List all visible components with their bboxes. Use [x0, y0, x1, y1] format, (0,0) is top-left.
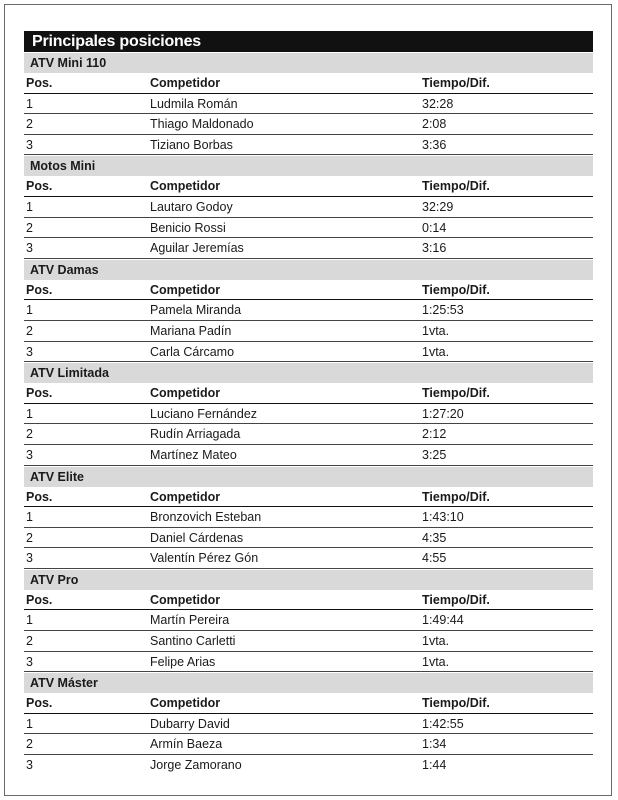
competitor-cell: Pamela Miranda — [150, 303, 242, 318]
column-header-pos: Pos. — [26, 489, 53, 504]
column-header-time: Tiempo/Dif. — [422, 386, 490, 401]
position-cell: 1 — [26, 716, 33, 731]
category-heading: ATV Damas — [24, 260, 593, 280]
position-cell: 2 — [26, 323, 33, 338]
position-cell: 3 — [26, 654, 33, 669]
time-cell: 4:35 — [422, 530, 447, 545]
position-cell: 3 — [26, 137, 33, 152]
time-cell: 1:43:10 — [422, 510, 464, 525]
position-cell: 2 — [26, 117, 33, 132]
time-cell: 32:29 — [422, 199, 454, 214]
column-header-competitor: Competidor — [150, 282, 221, 297]
position-cell: 2 — [26, 427, 33, 442]
category-section — [24, 467, 593, 569]
table-row — [24, 238, 593, 259]
column-header-pos: Pos. — [26, 592, 53, 607]
position-cell: 1 — [26, 303, 33, 318]
time-cell: 4:55 — [422, 551, 447, 566]
category-section — [24, 53, 593, 155]
page-title: Principales posiciones — [24, 31, 593, 52]
table-row — [24, 404, 593, 425]
time-cell: 1:34 — [422, 737, 447, 752]
time-cell: 1:44 — [422, 758, 447, 773]
column-header-competitor: Competidor — [150, 386, 221, 401]
column-header-competitor: Competidor — [150, 76, 221, 90]
column-header-competitor: Competidor — [150, 696, 221, 711]
position-cell: 1 — [26, 96, 33, 111]
position-cell: 3 — [26, 758, 33, 773]
column-header-pos: Pos. — [26, 386, 53, 401]
table-row — [24, 610, 593, 631]
results-table — [24, 31, 593, 776]
column-header-time: Tiempo/Dif. — [422, 592, 490, 607]
competitor-cell: Bronzovich Esteban — [150, 510, 262, 525]
category-section — [24, 156, 593, 258]
position-cell: 3 — [26, 344, 33, 359]
column-header-pos: Pos. — [26, 76, 53, 90]
table-row — [24, 734, 593, 755]
competitor-cell: Carla Cárcamo — [150, 344, 235, 359]
table-row — [24, 135, 593, 156]
time-cell: 3:16 — [422, 241, 447, 256]
competitor-cell: Martín Pereira — [150, 613, 230, 628]
position-cell: 2 — [26, 634, 33, 649]
column-header-pos: Pos. — [26, 179, 53, 194]
column-header-time: Tiempo/Dif. — [422, 179, 490, 194]
column-header-pos: Pos. — [26, 282, 53, 297]
category-section — [24, 570, 593, 672]
competitor-cell: Luciano Fernández — [150, 406, 258, 421]
table-row — [24, 94, 593, 115]
table-row — [24, 548, 593, 569]
column-header-time: Tiempo/Dif. — [422, 76, 490, 90]
table-row — [24, 197, 593, 218]
table-row — [24, 528, 593, 549]
column-header-pos: Pos. — [26, 696, 53, 711]
category-heading: ATV Pro — [24, 570, 593, 590]
column-header-row — [24, 590, 593, 611]
position-cell: 1 — [26, 406, 33, 421]
position-cell: 3 — [26, 241, 33, 256]
competitor-cell: Jorge Zamorano — [150, 758, 242, 773]
competitor-cell: Tiziano Borbas — [150, 137, 233, 152]
time-cell: 0:14 — [422, 220, 447, 235]
competitor-cell: Ludmila Román — [150, 96, 238, 111]
time-cell: 1vta. — [422, 344, 450, 359]
time-cell: 1:49:44 — [422, 613, 464, 628]
time-cell: 2:12 — [422, 427, 447, 442]
category-heading: ATV Limitada — [24, 363, 593, 383]
column-header-competitor: Competidor — [150, 489, 221, 504]
table-row — [24, 714, 593, 735]
category-section — [24, 260, 593, 362]
time-cell: 1:27:20 — [422, 406, 464, 421]
column-header-row — [24, 280, 593, 301]
table-row — [24, 755, 593, 776]
time-cell: 32:28 — [422, 96, 454, 111]
position-cell: 2 — [26, 737, 33, 752]
category-heading: ATV Mini 110 — [24, 53, 593, 73]
column-header-row — [24, 693, 593, 714]
competitor-cell: Dubarry David — [150, 716, 230, 731]
position-cell: 2 — [26, 220, 33, 235]
time-cell: 1vta. — [422, 323, 450, 338]
table-row — [24, 631, 593, 652]
table-row — [24, 342, 593, 363]
competitor-cell: Aguilar Jeremías — [150, 241, 244, 256]
table-row — [24, 218, 593, 239]
position-cell: 2 — [26, 530, 33, 545]
column-header-row — [24, 73, 593, 94]
time-cell: 1:25:53 — [422, 303, 464, 318]
category-heading: ATV Elite — [24, 467, 593, 487]
table-row — [24, 445, 593, 466]
table-row — [24, 507, 593, 528]
category-section — [24, 673, 593, 775]
categories-container — [24, 53, 593, 776]
category-section — [24, 363, 593, 465]
competitor-cell: Valentín Pérez Gón — [150, 551, 259, 566]
competitor-cell: Benicio Rossi — [150, 220, 226, 235]
category-heading: ATV Máster — [24, 673, 593, 693]
position-cell: 1 — [26, 613, 33, 628]
competitor-cell: Thiago Maldonado — [150, 117, 254, 132]
column-header-competitor: Competidor — [150, 592, 221, 607]
time-cell: 2:08 — [422, 117, 447, 132]
competitor-cell: Santino Carletti — [150, 634, 236, 649]
table-row — [24, 300, 593, 321]
time-cell: 3:25 — [422, 447, 447, 462]
category-heading: Motos Mini — [24, 156, 593, 176]
table-row — [24, 424, 593, 445]
column-header-competitor: Competidor — [150, 179, 221, 194]
column-header-time: Tiempo/Dif. — [422, 696, 490, 711]
column-header-time: Tiempo/Dif. — [422, 489, 490, 504]
competitor-cell: Lautaro Godoy — [150, 199, 233, 214]
table-row — [24, 652, 593, 673]
competitor-cell: Felipe Arias — [150, 654, 216, 669]
table-row — [24, 114, 593, 135]
table-row — [24, 321, 593, 342]
position-cell: 1 — [26, 510, 33, 525]
position-cell: 3 — [26, 447, 33, 462]
competitor-cell: Armín Baeza — [150, 737, 223, 752]
time-cell: 1:42:55 — [422, 716, 464, 731]
competitor-cell: Mariana Padín — [150, 323, 232, 338]
competitor-cell: Daniel Cárdenas — [150, 530, 244, 545]
competitor-cell: Martínez Mateo — [150, 447, 237, 462]
column-header-row — [24, 383, 593, 404]
position-cell: 1 — [26, 199, 33, 214]
time-cell: 3:36 — [422, 137, 447, 152]
time-cell: 1vta. — [422, 654, 450, 669]
competitor-cell: Rudín Arriagada — [150, 427, 241, 442]
time-cell: 1vta. — [422, 634, 450, 649]
column-header-row — [24, 487, 593, 508]
position-cell: 3 — [26, 551, 33, 566]
column-header-row — [24, 176, 593, 197]
column-header-time: Tiempo/Dif. — [422, 282, 490, 297]
